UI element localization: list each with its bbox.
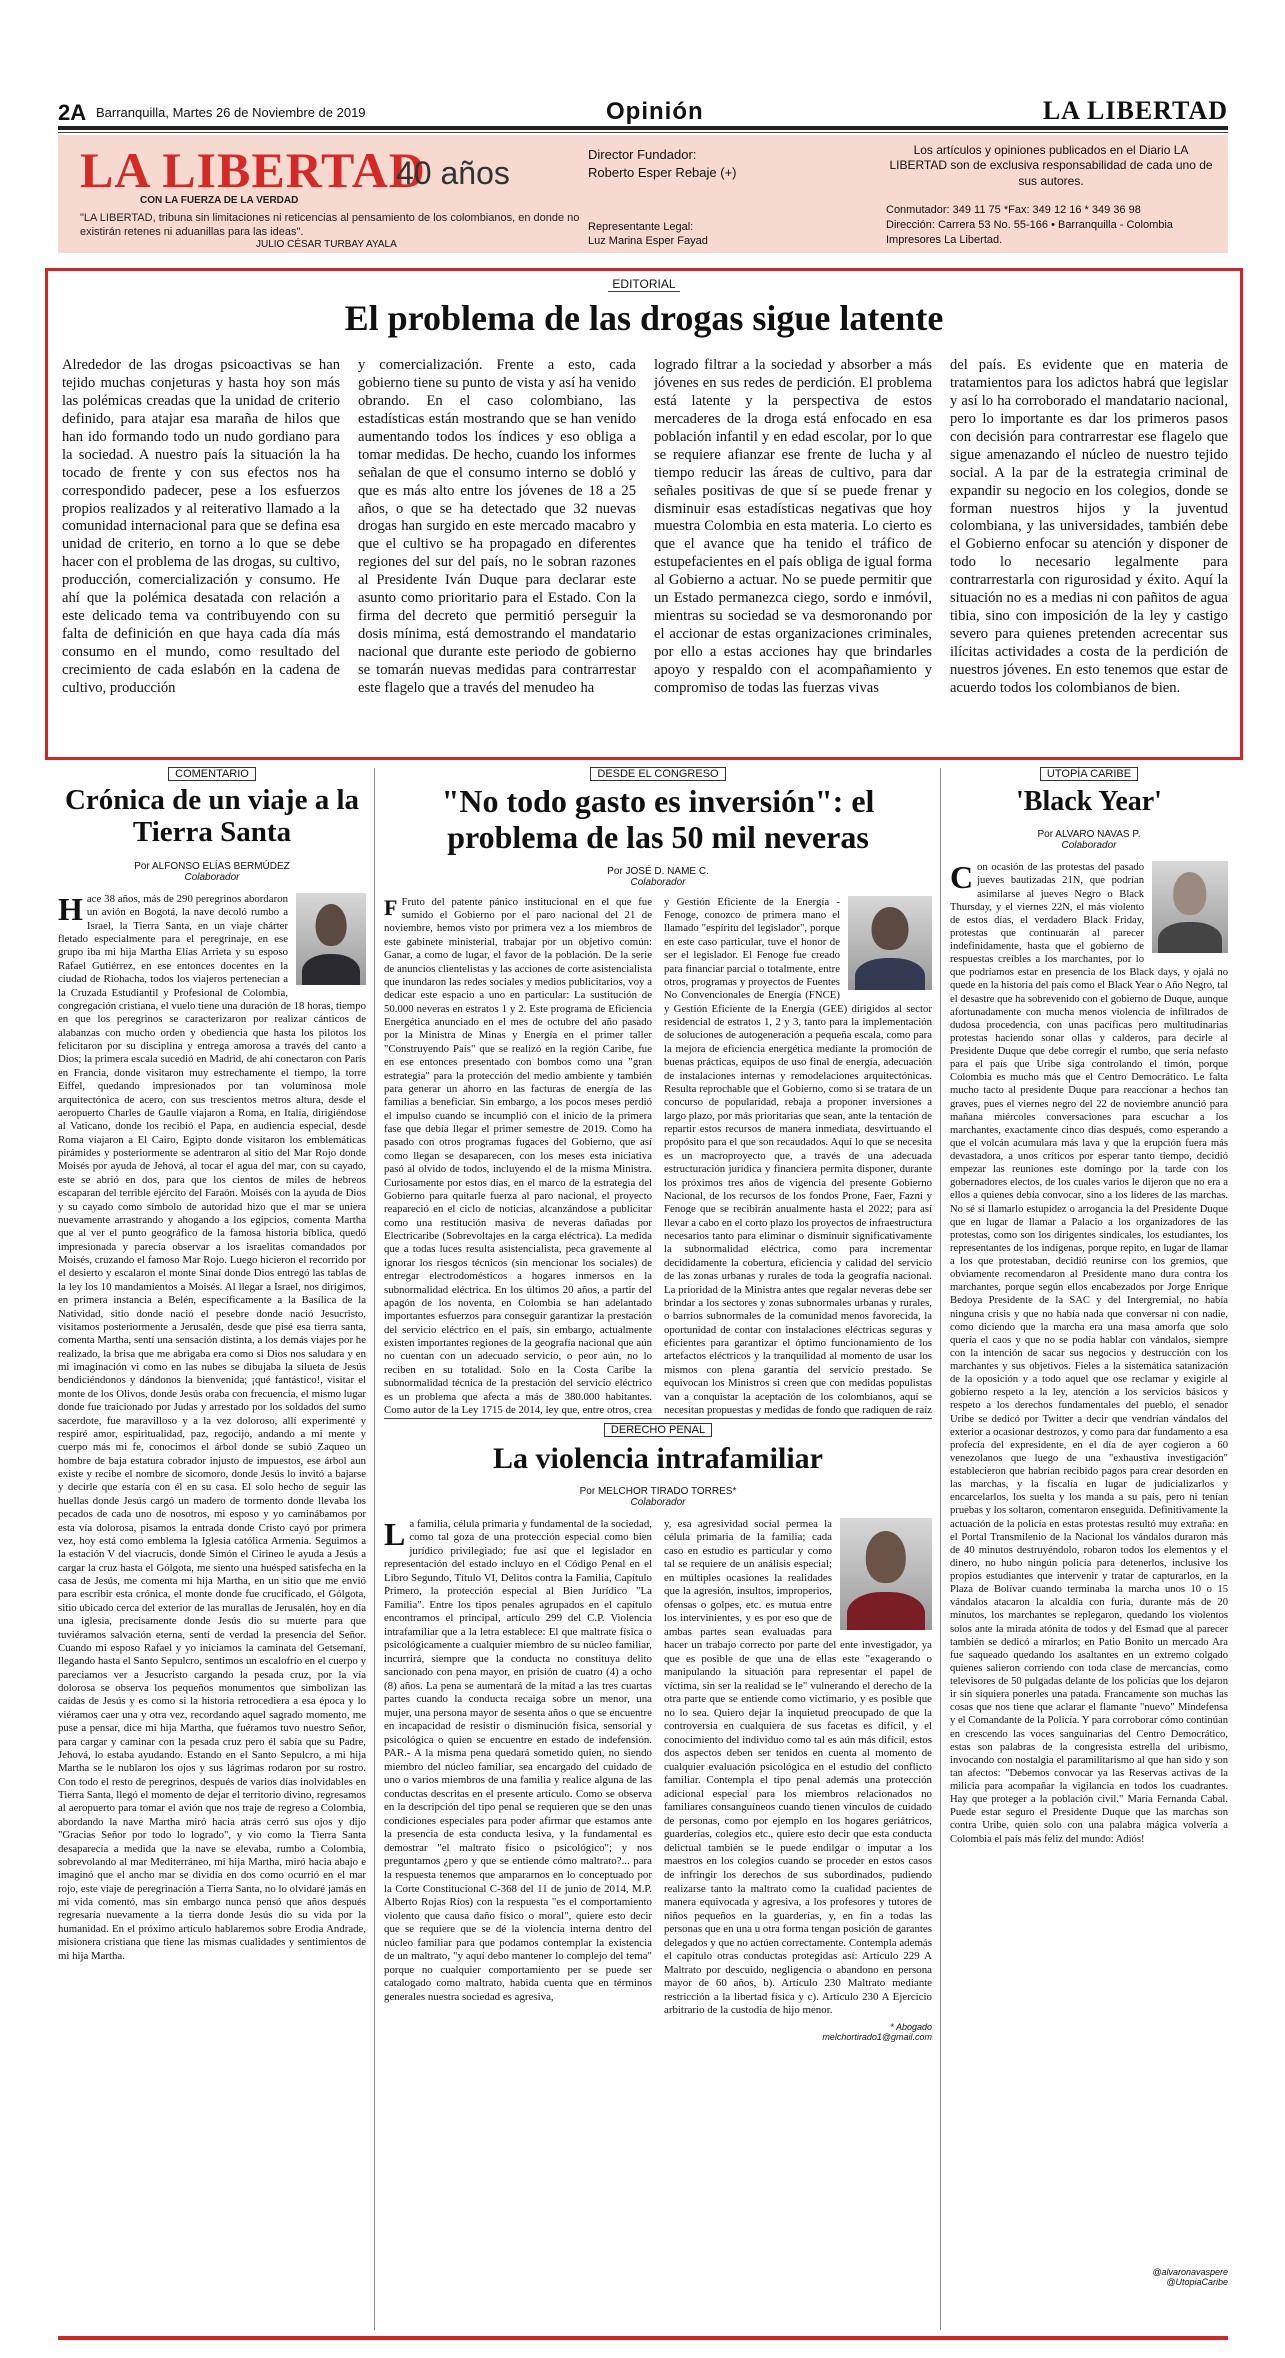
article-column-1: F Fruto del patente pánico institucional en el que fue sumido el Gobierno por el paro nacional del 21 de noviembre, hemos visto por primera vez a los miembros de este gabinete ministerial, trabajar por un objetivo común: Ganar, a como de lugar, el favor de la población. De la serie de anuncios clientelistas y las acciones de corte asistencialista que inundaron las redes sociales y medios publicitarios, voy a dedicar este espacio a uno en particular: La sustitución de 50.000 neveras en estratos 1 y 2. Este programa de Eficiencia Energética anunciado en el mes de octubre del año pasado por la Ministra de Minas y Energía en el primer taller "Construyendo País" que se realizó en la región Caribe, fue en ese entonces presentado con bombos como una "gran estrategia" para la protección del medio ambiente y también para generar un ahorro en las facturas de energía de las familias a beneficiar. Sin embargo, a los pocos meses perdió el impulso cuando se incumplió con el inicio de la primera fase que debía llegar el primer semestre de 2019. Como ha pasado con otros programas fugaces del Gobierno, que así como llegan se desaparecen, con los meses esta iniciativa pasó al olvido de todos, incluyendo el de la misma Ministra. Curiosamente por estos días, en el marco de la estrategia del Gobierno para quitarle fuerza al paro nacional, el proyecto reapareció en el ciclo de noticias, alcanzándose a publicitar como una restitución masiva de neveras dañadas por Electricaribe (Sobrevoltajes en la carga eléctrica). La medida que a todas luces resulta asistencialista, peca gravemente al ignorar los riesgos técnicos (sin mencionar los sociales) de entregar electrodomésticos a hogares inmersos en la subnormalidad eléctrica. En los últimos 20 años, a partir del apagón de los noventa, en Colombia se han adelantado importantes esfuerzos para conseguir garantizar la prestación del servicio eléctrico en el país, sin embargo, actualmente existen importantes regiones de la geografía nacional que aún no cuentan con un adecuado servicio, o peor aún, no lo reciben en su totalidad. Solo en la Costa Caribe la subnormalidad técnica de la prestación del servicio eléctrico es un problema que afecta a más de 380.000 habitantes. Como autor de la Ley 1715 de 2014, ley que, entre otros, crea bbox=[384, 895, 652, 1416]
editorial-column-1: Alrededor de las drogas psicoactivas se han tejido muchas conjeturas y hasta hoy son más las polémicas creadas que la unidad de criterio definido, para atajar esa maraña de hilos que han ido formando todo un nudo gordiano para la sociedad. A nuestro país la situación la ha tocado de frente y con sus efectos nos ha correspondido padecer, pese a los esfuerzos propios realizados y al reiterativo llamado a la comunidad internacional para que se defina esa unidad de criterio, en torno a lo que se debe hacer con el problema de las drogas, su cultivo, producción, comercialización y consumo. He ahí que la polémica desatada con relación a este delicado tema va contribuyendo con su falta de definición en que haya cada día más consumo en el mundo, como resultado del crecimiento de cada eslabón en la cadena de cultivo, producción bbox=[62, 357, 340, 696]
article-role: Colaborador bbox=[184, 871, 240, 883]
contact-info bbox=[886, 203, 1226, 248]
editorial-column-4: del país. Es evidente que en materia de tratamientos para los adictos habrá que legislar y así lo ha corroborado el mandatario nacional, pero lo importante es dar los primeros pasos con decisión para contrarrestar ese flagelo que sigue amenazando el núcleo de nuestro tejido social. A la par de la estrategia criminal de expandir su negocio en los colegios, donde se forman nuestros hijos y la juventud colombiana, y las universidades, también debe el Gobierno enfocar su atención y disponer de todo lo necesario legalmente para contrarrestarla con rigurosidad y éxito. Aquí la situación no es a medias ni con pañitos de agua tibia, sino con imposición de la ley y castigo severo para quienes pretenden acrecentar sus ilícitas actividades a costa de la perdición de nuestros jóvenes. En esto tenemos que estar de acuerdo todos los colombianos de bien. bbox=[950, 357, 1228, 696]
dropcap: H bbox=[58, 892, 83, 927]
page-number: 2A bbox=[58, 100, 87, 125]
article-column-1: La familia, célula primaria y fundamental de la sociedad, como tal goza de una protección especial como bien jurídico privilegiado; fue así que el legislador en representación del estado incluyo en el Código Penal en el Libro Segundo, Título VI, Delitos contra la Familia, Capítulo Primero, la protección especial al Bien Jurídico "La Familia". Entre los tipos penales agrupados en el capítulo encontramos el principal, artículo 299 del C.P. Violencia intrafamiliar que a la letra establece: El que maltrate física o psicológicamente a cualquier miembro de su núcleo familiar, incurrirá, siempre que la conducta no constituya delito sancionado con pena mayor, en prisión de cuatro (4) a ocho (8) años. La pena se aumentará de la mitad a las tres cuartas partes cuando la conducta recaiga sobre un menor, una mujer, una persona mayor de sesenta años o que se encuentre en incapacidad de resistir o disminución física, sensorial y psicológica o quien se encuentre en estado de indefensión. PAR.- A la misma pena quedará sometido quien, no siendo miembro del núcleo familiar, sea encargado del cuidado de uno o varios miembros de una familia y realice alguna de las conductas descritas en el presente artículo. Como se observa en la descripción del tipo penal se requieren que se den unas condiciones especiales para poder afirmar que estamos ante la presencia de esta conducta lesiva, y la fundamental es demostrar "el maltrato físico o psicológico"; y nos preguntamos ¿pero y que se entiende cómo maltrato?... para la respuesta tenemos que ampararnos en lo conceptuado por la Corte Constitucional C-368 del 11 de junio de 2014, M.P. Alberto Rojas Ríos) con la respuesta "es el comportamiento violento que causa daño físico o moral", quiere esto decir que se requiere que se dé la violencia interna dentro del núcleo familiar para que podamos contemplar la existencia de un maltrato, "y aquí debo mantener lo complejo del tema" porque no cualquier comportamiento per se puede ser catalogado como maltrato, habida cuenta que en términos generales nuestra sociedad es agresiva, bbox=[384, 1517, 652, 2003]
newspaper-logo: LA LIBERTAD bbox=[80, 142, 426, 198]
article-title: La violencia intrafamiliar bbox=[493, 1442, 823, 1475]
founder-quote: "LA LIBERTAD, tribuna sin limitaciones ni reticencias al pensamiento de los colombianos, en donde no existirán retenes ni aduanillas para las ideas". bbox=[80, 212, 580, 239]
dropcap: L bbox=[384, 1517, 406, 1552]
quote-author: JULIO CÉSAR TURBAY AYALA bbox=[256, 239, 397, 250]
dropcap: C bbox=[950, 861, 974, 896]
header-rule bbox=[58, 126, 1228, 130]
article-columns bbox=[384, 1518, 932, 2313]
contact-phone: Conmutador: 349 11 75 *Fax: 349 12 16 * 349 36 98 bbox=[886, 204, 1141, 216]
contact-print: Impresores La Libertad. bbox=[886, 233, 1003, 246]
article-role: Colaborador bbox=[630, 1496, 686, 1508]
director-label: Director Fundador: bbox=[588, 147, 697, 162]
column-divider bbox=[940, 768, 941, 2330]
article-body: Hace 38 años, más de 290 peregrinos abordaron un avión en Bogotá, la nave decoló rumbo a Israel, la Tierra Santa, en un viaje chárter fletado especialmente para el peregrinaje, en ese grupo iba mi hija Martha Elías Arrieta y su esposo Rafael Gutiérrez, en ese entonces docentes en la ciudad de Riohacha, todos los viajeros pertenecían a la Cruzada Estudiantil y Profesional de Colombia, congregación cristiana, el vuelo tiene una duración de 18 horas, tiempo en que los peregrinos se caracterizaron por realizar cánticos de alabanzas con mucho orden y obediencia que hasta los pilotos los felicitaron por su disciplina y entrega amorosa a través del canto a Dios; la primera escala sucedió en Madrid, de ahí conectaron con París en Francia, donde visitaron muy estrechamente el tiempo, la torre Eiffel, quedando impresionados por tan voluminosa mole arquitectónica de acero, con sus trescientos metros altura, desde el aeropuerto Charles de Gaulle viajaron a Roma, en Italia, dirigiéndose al Vaticano, donde los recibió el Papa, en audiencia especial, desde Roma viajaron a El Cairo, Egipto donde visitaron los emblemáticas pirámides y posteriormente se adentraron al sitio del Mar Rojo donde Moisés por ayuda de Jehová, al tocar el agua del mar, con su cayado, este se abrió en dos, para que los cientos de miles de hebreos escaparan del terrible ejército del Faraón. Moisés con la ayuda de Dios y su cayado como símbolo de autoridad hizo que el mar se uniera nuevamente arrastrando y ahogando a los egipcios, comenta Martha que al ver el punto geográfico de la famosa historia bíblica, quedó impresionada y parecía observar a los israelitas comandados por Moisés, cruzando el famoso Mar Rojo. Luego hicieron el recorrido por el desierto y escalaron el monte Sinaí donde Dios entregó las tablas de la ley los 10 mandamientos a Moisés. Al llegar a Israel, nos dirigimos, en primera instancia a Belén, específicamente a la Basílica de la Natividad, sitio donde nació el pesebre donde nació Jesucristo, visitamos posteriormente a Jerusalén, desde que pisé esa tierra santa, comenta Martha, sentí una sensación distinta, a los demás viajes por he realizado, la brisa que me abrigaba era como si Dios nos saludara y en mi imaginación vi como en las nubes se dibujaba la silueta de Jesús bendiciéndonos y dándonos la bienvenida; ¡qué fantástico!, visitar el monte de los Olivos, donde Jesús oraba con frecuencia, el mismo lugar donde fue traicionado por Judas y arrestado por los soldados del sumo sacerdote, fue maravilloso y a la vez doloroso, allí experimenté y respiré amor, espiritualidad, paz, regocijo, andando a mi mente y cuerpo más mi fe, conocimos el árbol donde se subió Zaqueo un hombre de baja estatura cobrador injusto de impuestos, ese árbol aun existe y recibe el nombre de sicomoro, donde Jesús lo invitó a bajarse y decirle que estaría con él en su casa. El solo hecho de seguir las huellas donde Jesús cargó un madero de tormento donde llevaba los pecados de cada uno de nosotros, mi esposo y yo caminábamos por esta vía dolorosa, pisamos la entrada donde Cristo cayó por primera vez, hoy está como emblema la Iglesia católica Armenia. Seguimos a la estación V del viacrucis, donde Simón el Cirineo le ayuda a Jesús a cargar la cruz hasta el Gólgota, me siento una huésped satisfecha en la casa de Jesús, me comenta mi hija Martha, en un sitio que me envió para escribir esta crónica, el monte donde fue crucificado, el Gólgota, sitio ubicado cerca del exterior de las murallas de Jerusalén, hoy en día una iglesia, precisamente donde Jesús dio su muerte para que tuviéramos salvación eterna, sentí de verdad la presencia del Señor. Cuando mi esposo Rafael y yo iniciamos la caminata del Getsemaní, llegando hasta el Santo Sepulcro, sentimos un escalofrío en el cuerpo y pareciamos ver a Jesucristo cargando la pesada cruz, por la vía dolorosa se observa los pequeños monumentos que simbolizan las caídas de Jesús y es como si la historia retrocediera a esa época y lo viéramos caer una y otra vez, recordando aquel sagrado momento, me puse a pensar, dice mi hija Martha, que fuéramos tuvo nuestro Señor, para cargar y caminar con la pesada cruz pero él sabía que su Padre, Jehová, lo estaba ayudando. Estando en el Santo Sepulcro, a mi hija Martha se le nublaron los ojos y sus lágrimas rodaron por su rostro. Con todo el resto de peregrinos, después de varios días inolvidables en Tierra Santa, llegó el momento de dejar el territorio divino, regresamos al aeropuerto para tomar el avión que nos traje de regreso a Colombia, abordando la nave Martha miró hacia atrás cerró sus ojos y dijo "Gracias Señor por todo lo logrado", y vio como la Tierra Santa desaparecía a medida que la nave se elevaba, rumbo a Colombia, sobrevolando al mar Mediterráneo, mi hija Martha, miró hacia abajo e imaginó que el ancho mar se dividía en dos como ocurrió en el mar rojo, este viaje de peregrinación a Tierra Santa, no lo olvidaré jamás en mi vida comentó, mas sin embargo nunca pensó que años después regresaría nuevamente a la tierra donde Jesús dio su vida por la humanidad. En el próximo artículo hablaremos sobre Erodia Andrade, misionera cristiana que tiene las mismas cualidades y sentimientos de mi hija Martha. bbox=[58, 892, 366, 1962]
article-kicker: COMENTARIO bbox=[58, 768, 366, 780]
author-photo bbox=[840, 1518, 932, 1630]
bottom-rule bbox=[58, 2336, 1228, 2340]
column-handle: @UtopiaCaribe bbox=[1166, 2277, 1228, 2288]
article-black-year bbox=[950, 768, 1228, 2330]
article-title: "No todo gasto es inversión": el problema de las 50 mil neveras bbox=[441, 783, 875, 855]
anniversary-label: 40 años bbox=[396, 155, 510, 191]
masthead-small: LA LIBERTAD bbox=[1042, 96, 1228, 125]
publisher-box bbox=[58, 135, 1228, 253]
page-header bbox=[58, 96, 1228, 130]
editorial-column-2: y comercialización. Frente a esto, cada gobierno tiene su punto de vista y así ha venido obrando. En el caso colombiano, las estadísticas están mostrando que se han venido aumentando todos los índices y eso obliga a tomar medidas. De hecho, cuando los informes señalan de que el consumo interno se dobló y que es más alto entre los jóvenes de 18 a 25 años, o que se ha detectado que 32 nuevas drogas han surgido en este mercado macabro y que el cultivo se ha propagado en diferentes regiones del sur del país, no le sobran razones al Presidente Iván Duque para declarar este asunto como prioritario para el Estado. Con la firma del decreto que permitió perseguir la dosis mínima, está demostrando el mandatario nacional que durante este periodo de gobierno se tomarán nuevas medidas para contrarrestar este flagelo que a través del menudeo ha bbox=[358, 357, 636, 696]
article-body: Con ocasión de las protestas del pasado jueves bautizadas 21N, que podrían asimilarse al jueves Negro o Black Thursday, y el viernes 22N, el más violento de estos días, el verdadero Black Friday, protestas que continuarán al parecer indefinidamente, hasta que el gobierno de respuestas creíbles a los marchantes, por lo que podríamos estar en presencia de los Black days, y ojalá no quede en la historia del país como el Black Year o Año Negro, tal el desastre que ha sobrevenido con el gobierno de Duque, aunque afortunadamente con mucha menos violencia de infiltrados de dudosa procedencia, con unas pacíficas pero multitudinarias protestas haciendo sonar ollas y calderos, para decirle al Presidente Duque que debe corregir el rumbo, que sería nefasto para el país que Uribe siga controlando el timón, porque Colombia es mucho más que el Centro Democrático. Le falta mucho tacto al presidente Duque para reaccionar a hechos tan graves, pues el viernes negro del 22 de noviembre anunció para mañana miércoles conversaciones para escuchar a los marchantes, exactamente cinco días después, como esperando a que el volcán acumulara más lava y que la erupción fuera más devastadora, a unos críticos por esperar tanto tiempo, decidió empezar las reuniones este domingo por la tarde con los gobernadores electos, de los cuales varios le dijeron que no era a ellos a quienes debía convocar, sino a los líderes de las marchas. No sé si llamarlo estupidez o arrogancia la del Presidente Duque que en lugar de llamar a Palacio a los organizadores de las protestas, como son los dirigentes sindicales, los estudiantes, los representantes de los indígenas, porque repito, en lugar de llamar a los que protestaban, decidió reunirse con los gremios, que obviamente recomendaron al Presidente mano dura contra los marchantes, porque según ellos encabezados por Jorge Enrique Bedoya Presidente de la SAC y del Intergremial, no había ninguna crisis y que no había nada que conversar ni con nadie, como diciendo que la marcha era una masa amorfa que solo quería el caos y que no se podía hablar con vándalos, siempre con la intención de sacar sus negocios y destrucción con los marchantes y sus objetivos. Fieles a la sistemática satanización de la oposición y a todo aquel que ose reclamar y exigirle al gobierno respeto a la ley, atención a los servicios básicos y respeto a los derechos fundamentales del pueblo, el senador Uribe se dedicó por Twitter a decir que vendrían vándalos del exterior a ocasionar destrozos, y como para dar fundamento a esa profecía del expresidente, en el día de ayer cogieron a 60 venezolanos que luego de una "exhaustiva investigación" establecieron que habrían recibido pagos para crear desorden en las marchas, y la fiscalía en lugar de judicializarlos y encarcelarlos, los suelta y los manda a su país, pero ni tenían pruebas y los soltaron, comentaron enseguida. Definitivamente la actuación de la policía en estas protestas resultó muy extraña: en el Portal Transmilenio de la Nacional los vándalos duraron más de 40 minutos destruyéndolo, robaron todos los elementos y el dinero, no hubo ningún policía para detenerlos, inclusive los propios estudiantes que intervenir y tratar de capturarlos, en la Plaza de Bolívar cuando terminaba la marcha unos 10 o 15 vándalos atacaron la alcaldía con furia, durante más de 20 minutos, los marchantes se replegaron, quedando los violentos solos ante la mirada atónita de todos y del Esmad que al parecer también se dedicó a mirarlos; en Patio Bonito un mercado Ara fue saqueado quedando los asaltantes en un extremo colgado quienes salieron corriendo con toda clase de mercancías, como televisores de 50 pulgadas delante de los policías que los dejaron ir sin siquiera ponerles una patada. Francamente son muchas las cosas que nos tiene que aclarar el flamante "nuevo" Mindefensa y el Comandante de la Policía. Y para corroborar cómo continúan en crescendo las voces sanguinarias del Centro Democrático, estas son palabras de la congresista estrella del uribismo, invocando con nostalgia el paramilitarismo al que han sido y son tan afectos: "Debemos convocar ya las Reservas activas de la milicia para acompañar la vigilancia en todos los cuadrantes. Hay que proteger a la población civil." María Fernanda Cabal. Puede estar seguro el Presidente Duque que las marchas son contra Uribe, quien solo con una palabra mágica volvería a Colombia el país más feliz del mundo: Adiós! bbox=[950, 861, 1228, 1845]
director-name: Roberto Esper Rebaje (+) bbox=[588, 165, 737, 180]
legal-rep-name: Luz Marina Esper Fayad bbox=[588, 235, 708, 247]
article-role: Colaborador bbox=[630, 876, 686, 888]
article-role: Colaborador bbox=[1061, 840, 1117, 852]
editorial-column-3: logrado filtrar a la sociedad y absorber a más jóvenes en sus redes de perdición. El problema está latente y la perspectiva de estos mercaderes de la droga está enfocado en esa población infantil y en edad escolar, por lo que se requiere afianzar ese frente de lucha y al tiempo reducir las áreas de cultivo, para dar señales positivas de que sí se puede frenar y disminuir esas estadísticas negativas que hoy muestra Colombia en esta materia. Lo cierto es que el avance que ha tenido el tráfico de estupefacientes en el país obliga de igual forma al Gobierno a actuar. No se puede permitir que un Estado permanezca ciego, sordo e inmóvil, mientras su sociedad se va desmoronando por el accionar de estas organizaciones criminales, por ello a estas acciones hay que brindarles apoyo y respaldo con el acompañamiento y compromiso de todas las fuerzas vivas bbox=[654, 357, 932, 696]
editorial-columns bbox=[62, 357, 1228, 752]
article-kicker: DESDE EL CONGRESO bbox=[384, 768, 932, 780]
article-violencia bbox=[384, 1424, 932, 2330]
article-cronica bbox=[58, 768, 366, 2330]
article-title: 'Black Year' bbox=[1016, 786, 1162, 817]
author-photo bbox=[296, 893, 366, 985]
article-columns bbox=[384, 896, 932, 1416]
section-rule bbox=[384, 1418, 932, 1419]
editorial-box bbox=[45, 268, 1243, 760]
article-title: Crónica de un viaje a la Tierra Santa bbox=[64, 784, 360, 849]
header-rule-thin bbox=[58, 132, 1228, 133]
article-byline: Por MELCHOR TIRADO TORRES* bbox=[579, 1485, 737, 1497]
article-kicker: UTOPÍA CARIBE bbox=[950, 768, 1228, 780]
section-title: Opinión bbox=[606, 98, 704, 125]
logo-tagline: CON LA FUERZA DE LA VERDAD bbox=[140, 195, 299, 206]
column-divider bbox=[374, 768, 375, 2330]
article-byline: Por JOSÉ D. NAME C. bbox=[607, 865, 709, 877]
legal-rep-label: Representante Legal: bbox=[588, 221, 694, 233]
disclaimer: Los artículos y opiniones publicados en el Diario LA LIBERTAD son de exclusiva responsabilidad de cada uno de sus autores. bbox=[889, 143, 1213, 188]
date-line: Barranquilla, Martes 26 de Noviembre de 2019 bbox=[96, 105, 366, 120]
editorial-kicker: EDITORIAL bbox=[48, 277, 1240, 291]
author-email: melchortirado1@gmail.com bbox=[822, 2031, 932, 2042]
contact-address: Dirección: Carrera 53 No. 55-166 • Barranquilla - Colombia bbox=[886, 218, 1173, 231]
article-column-2: y, esa agresividad social permea la célula primaria de la familia; cada caso en estudio es particular y como tal se requiere de un análisis especial; en múltiples ocasiones la realidades que la agresión, insultos, improperios, ofensas o golpes, etc. es mutua entre los intervinientes, y es por eso que de ambas partes sean evaluadas para hacer un trabajo correcto por parte del ente investigador, ya que es posible de que una de ellas este "exagerando o manipulando la situación para representar el papel de víctima, sin ser la realidad se le" vulnerando el derecho de la otra parte que se entiende como victimario, y es posible que no lo sea. Quiero dejar la inquietud preocupado de que la controversia en cualquiera de sus facetas es difícil, y el conocimiento del individuo como tal es aún más difícil, estos dos aspectos deben ser tenidos en cuenta al momento de cualquier evaluación psicológica en el estudio del conflicto familiar. Contempla el tipo penal además una protección adicional especial para los miembros relacionados no familiares consanguíneos cuando tienen vínculos de cuidado de personas, como por ejemplo en los hogares geriátricos, guarderías, colegios etc., quiere esto decir que esta conducta delictual también se le puede endilgar o imputar a los maestros en los colegios cuando se proceder en estos casos de infringir los derechos de sus subordinados, pudiendo realizarse tanto la maltrato como la cualidad pacientes de manera equivocada y agresiva, a los profesores y tutores de niños pequeños en la guarderías, y, en fin a todas las personas que en una u otra forma tengan posición de garantes delegados y que no actúen correctamente. Contempla además el capítulo otras conductas protegidas así: Artículo 229 A Maltrato por descuido, negligencia o abandono en persona mayor de 60 años, b). Artículo 230 Maltrato mediante restricción a la libertad física y c). Artículo 230 A Ejercicio arbitrario de la custodia de hijo menor. * Abogado melchortirado1@gmail.com bbox=[664, 1517, 932, 2042]
article-byline: Por ALFONSO ELÍAS BERMÚDEZ bbox=[134, 860, 290, 872]
article-byline: Por ALVARO NAVAS P. bbox=[1037, 829, 1141, 841]
article-kicker: DERECHO PENAL bbox=[384, 1424, 932, 1436]
article-column-2: y Gestión Eficiente de la Energía - Fenoge, conozco de primera mano el llamado "espíritu del legislador", porque en este caso particular, tuve el honor de ser el legislador. El Fenoge fue creado para financiar parcial o totalmente, entre otros, programas y proyectos de Fuentes No Convencionales de Energía (FNCE) y Gestión Eficiente de la Energía (GEE) dirigidos al sector residencial de estratos 1, 2 y 3, tanto para la implementación de soluciones de autogeneración a pequeña escala, como para la mejora de eficiencia energética mediante la promoción de buenas prácticas, equipos de uso final de energía, adecuación de instalaciones internas y remodelaciones arquitectónicas. Resulta reprochable que el Gobierno, como si se tratara de un concurso de popularidad, rebaja a proponer inversiones a largo plazo, por más prioritarias que sean, ante la tentación de repartir estos recursos de manera inmediata, desvirtuando el propósito para el que son recaudados. Aquí lo que se necesita es un macroproyecto que, a través de una adecuada estructuración jurídica y financiera permita disponer, durante los próximos tres años de vigencia del presente Gobierno Nacional, de los recursos de los fondos Prone, Faer, Fazni y Fenoge que se recibirán anualmente hasta el 2022; para así llevar a cabo en el corto plazo los proyectos de infraestructura necesarios tanto para eliminar o disminuir significativamente la subnormalidad eléctrica, como para incrementar decididamente la cobertura, eficiencia y calidad del servicio de las zonas urbanas y rurales de toda la geografía nacional. La prioridad de la Ministra antes que regalar neveras debe ser brindar a los sectores y zonas subnormales urbanas y rurales, o barrios subnormales de la comunidad menos favorecida, la oportunidad de contar con instalaciones eléctricas seguras y eficientes para garantizar el óptimo funcionamiento de los artefactos eléctricos y la tranquilidad al momento de usar los mismos con plena garantía del servicio prestado. Se equivocan los Ministros si creen que con medidas populistas van a conquistar la aceptación de los colombianos, aquí se necesitan propuestas y medidas de fondo que radiquen de raíz bbox=[664, 895, 932, 1416]
author-handle: @alvaronavaspere bbox=[1152, 2267, 1228, 2278]
author-photo bbox=[1152, 861, 1228, 953]
author-photo bbox=[848, 896, 932, 990]
editorial-title: El problema de las drogas sigue latente bbox=[344, 298, 944, 338]
article-neveras bbox=[384, 768, 932, 1416]
author-note: * Abogado bbox=[890, 2021, 932, 2032]
